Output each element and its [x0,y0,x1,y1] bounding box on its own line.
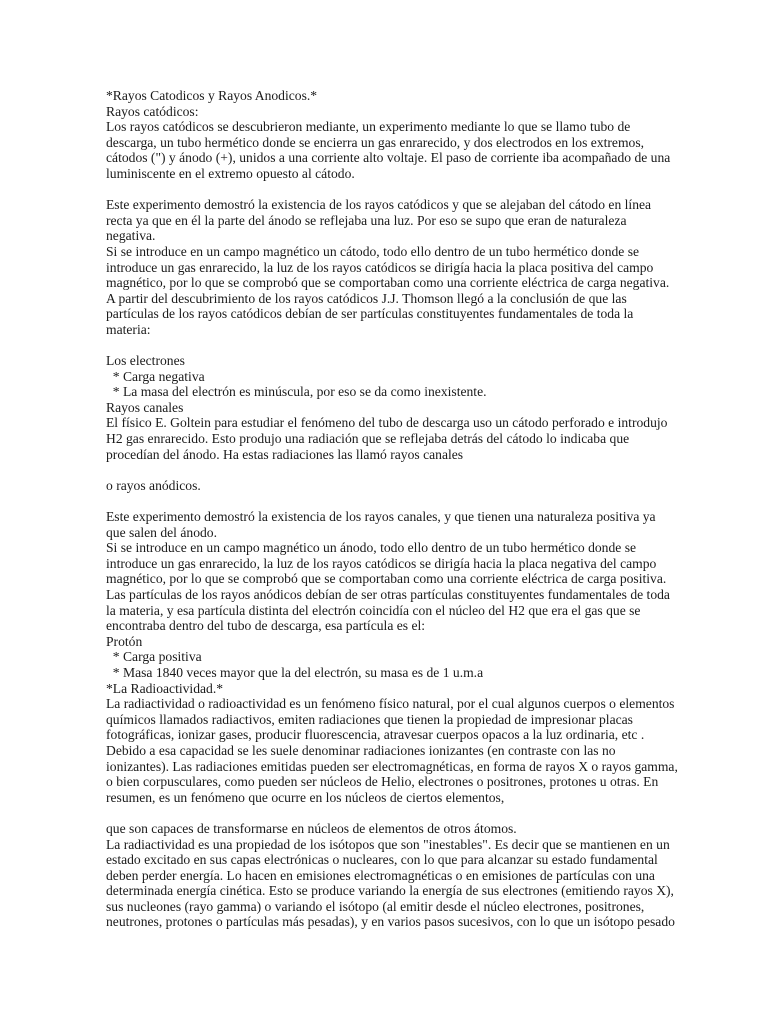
list-item: * Carga negativa [106,368,205,384]
section-heading: Rayos canales [106,399,184,415]
doc-title: *Rayos Catodicos y Rayos Anodicos.* [106,88,318,103]
text-line: procedían del ánodo. Ha estas radiaciones las llamó rayos canales [106,446,464,462]
document-page [106,88,678,930]
text-line: o rayos anódicos. [106,477,201,493]
list-item: * Masa 1840 veces mayor que la del electrón, su masa es de 1 u.m.a [106,664,484,680]
text-line: la materia, y esa partícula distinta del electrón coincidía con el núcleo del H2 que era el gas que se [106,602,641,618]
text-line: recta ya que en él la parte del ánodo se reflejaba una luz. Por eso se supo que eran de naturaleza [106,212,627,228]
text-line: luminiscente en el extremo opuesto al cátodo. [106,165,355,181]
text-line: Las partículas de los rayos anódicos debían de ser otras partículas constituyentes fundamentales de toda [106,587,670,602]
text-line: fotográficas, ionizar gases, producir fluorescencia, atravesar cuerpos opacos a la luz ordinaria, etc . [106,727,645,743]
list-item: * La masa del electrón es minúscula, por eso se da como inexistente. [106,384,487,400]
section-heading: Protón [106,633,143,649]
text-line: partículas de los rayos catódicos debían de ser partículas constituyentes fundamentales de toda la [106,306,634,322]
text-line: magnético, por lo que se comprobó que se comportaban como una corriente eléctrica de carga positiva. [106,571,667,587]
text-line: determinada energía cinética. Esto se produce variando la energía de sus electrones (emitiendo rayos X), [106,883,674,899]
text-line: El físico E. Goltein para estudiar el fenómeno del tubo de descarga uso un cátodo perforado e introdujo [106,415,668,431]
section-title: *La Radioactividad.* [106,680,224,696]
text-line: Este experimento demostró la existencia de los rayos catódicos y que se alejaban del cátodo en línea [106,197,652,213]
text-line: neutrones, protones o partículas más pesadas), y en varios pasos sucesivos, con lo que un isótopo pesado [106,914,675,930]
text-line: magnético, por lo que se comprobó que se comportaban como una corriente eléctrica de carga negativa. [106,275,670,291]
text-line: Los rayos catódicos se descubrieron mediante, un experimento mediante lo que se llamo tubo de [106,119,631,135]
text-line: introduce un gas enrarecido, la luz de los rayos catódicos se dirigía hacia la placa positiva del campo [106,259,654,275]
text-line: A partir del descubrimiento de los rayos catódicos J.J. Thomson llegó a la conclusión de que las [106,290,627,306]
section-heading: Rayos catódicos: [106,103,199,119]
text-line: introduce un gas enrarecido, la luz de los rayos catódicos se dirigía hacia la placa negativa del campo [106,555,657,571]
text-line: descarga, un tubo hermético donde se encierra un gas enrarecido, y dos electrodos en los extremos, [106,134,645,150]
blank-line [106,805,662,821]
text-line: ionizantes). Las radiaciones emitidas pueden ser electromagnéticas, en forma de rayos X o rayos gamma, [106,758,678,774]
text-line: La radiactividad es una propiedad de los isótopos que son "inestables". Es decir que se mantienen en un [106,836,670,852]
text-line: H2 gas enrarecido. Esto produjo una radiación que se reflejaba detrás del cátodo lo indicaba que [106,431,630,447]
text-line: cátodos (") y ánodo (+), unidos a una corriente alto voltaje. El paso de corriente iba acompañado de una [106,150,671,166]
text-line: resumen, es un fenómeno que ocurre en los núcleos de ciertos elementos, [106,789,505,805]
text-line: encontraba dentro del tubo de descarga, esa partícula es el: [106,618,426,634]
blank-line [106,462,662,478]
text-line: Este experimento demostró la existencia de los rayos canales, y que tienen una naturaleza positiva ya [106,509,656,525]
list-item: * Carga positiva [106,649,202,665]
section-heading: Los electrones [106,353,185,369]
text-line: Debido a esa capacidad se les suele denominar radiaciones ionizantes (en contraste con las no [106,742,616,758]
blank-line [106,338,662,354]
text-line: Si se introduce en un campo magnético un ánodo, todo ello dentro de un tubo hermético donde se [106,540,637,556]
text-line: químicos llamados radiactivos, emiten radiaciones que tienen la propiedad de impresionar placas [106,711,633,727]
text-line: estado excitado en sus capas electrónicas o nucleares, con lo que para alcanzar su estado fundamental [106,852,658,868]
text-line: Si se introduce en un campo magnético un cátodo, todo ello dentro de un tubo hermético donde se [106,243,640,259]
text-line: que salen del ánodo. [106,524,217,540]
text-line: negativa. [106,228,156,244]
text-line: deben perder energía. Lo hacen en emisiones electromagnéticas o en emisiones de partículas con una [106,867,655,883]
blank-line [106,182,662,198]
text-line: La radiactividad o radioactividad es un fenómeno físico natural, por el cual algunos cuerpos o elementos [106,696,675,712]
text-line: materia: [106,321,151,337]
blank-line [106,493,662,509]
text-line: o bien corpusculares, como pueden ser núcleos de Helio, electrones o positrones, protones u otras. En [106,774,659,790]
text-line: sus nucleones (rayo gamma) o variando el isótopo (al emitir desde el núcleo electrones, positrones, [106,898,645,914]
text-line: que son capaces de transformarse en núcleos de elementos de otros átomos. [106,820,517,836]
